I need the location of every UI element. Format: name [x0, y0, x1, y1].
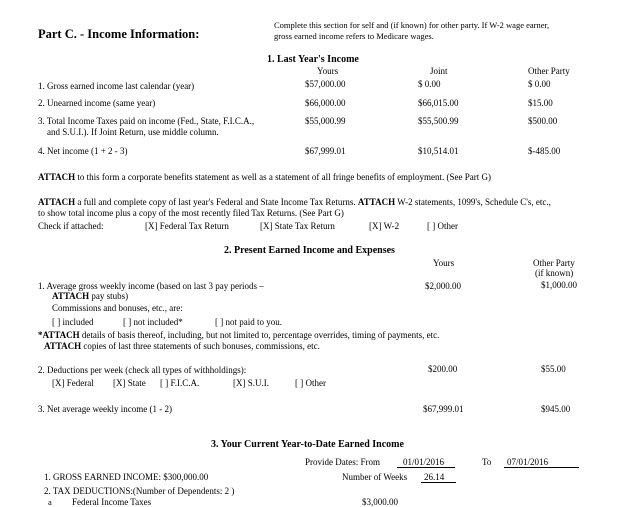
row-yours-value: $67,999.01 — [305, 146, 346, 156]
checkbox-other[interactable]: [ ] Other — [427, 221, 458, 231]
row-other-value: $ 0.00 — [528, 79, 551, 89]
provide-dates-label: Provide Dates: From — [305, 457, 380, 467]
col-header-other: Other Party — [533, 258, 575, 268]
row-yours-value: $67,999.01 — [423, 404, 464, 414]
from-date-field[interactable]: 01/01/2016 — [397, 457, 455, 468]
col-header-other-known: (if known) — [535, 268, 574, 278]
federal-income-taxes-label: Federal Income Taxes — [72, 497, 152, 507]
checkbox-fica[interactable]: [ ] F.I.C.A. — [160, 378, 200, 388]
row-other-value: $55.00 — [541, 364, 566, 374]
attach-returns-note-line2: to show total income plus a copy of the most recently filed Tax Returns. (See Part G) — [38, 208, 344, 218]
federal-income-taxes-value: $3,000.00 — [362, 497, 398, 507]
col-header-yours: Yours — [433, 258, 455, 268]
row-label: 1. Gross earned income last calendar (year) — [38, 81, 195, 91]
check-attached-label: Check if attached: — [38, 221, 104, 231]
row-label-cont: and S.U.I.). If Joint Return, use middle column. — [47, 127, 219, 137]
row-joint-value: $55,500.99 — [418, 116, 459, 126]
attach-copies-note: ATTACH copies of last three statements of such bonuses, commissions, etc. — [44, 341, 320, 351]
checkbox-state-tax-return[interactable]: [X] State Tax Return — [260, 221, 335, 231]
section-ytd-title: 3. Your Current Year-to-Date Earned Income — [211, 439, 404, 450]
weeks-field[interactable]: 26.14 — [421, 472, 456, 483]
checkbox-federal[interactable]: [X] Federal — [52, 378, 94, 388]
attach-returns-note: ATTACH a full and complete copy of last year's Federal and State Income Tax Returns. ATTACH W-2 statements, 1099's, Schedule C's, etc., — [38, 197, 551, 207]
checkbox-federal-tax-return[interactable]: [X] Federal Tax Return — [145, 221, 229, 231]
section-present-title: 2. Present Earned Income and Expenses — [224, 245, 395, 256]
col-header-joint: Joint — [430, 66, 448, 76]
weeks-label: Number of Weeks — [342, 472, 408, 482]
col-header-other: Other Party — [528, 66, 570, 76]
header-note-line2: gross earned income refers to Medicare wages. — [274, 31, 434, 41]
row-label: 2. Unearned income (same year) — [38, 98, 156, 108]
commissions-label: Commissions and bonuses, etc., are: — [52, 303, 183, 313]
checkbox-other-withholding[interactable]: [ ] Other — [295, 378, 326, 388]
header-note-line1: Complete this section for self and (if known) for other party. If W-2 wage earner, — [274, 20, 550, 30]
row-yours-value: $200.00 — [428, 364, 458, 374]
row-label: 3. Net average weekly income (1 - 2) — [38, 404, 172, 414]
row-joint-value: $10,514.01 — [418, 146, 459, 156]
row-label-cont: ATTACH pay stubs) — [52, 291, 129, 301]
checkbox-not-included[interactable]: [ ] not included* — [123, 317, 183, 327]
tax-deductions-label: 2. TAX DEDUCTIONS:(Number of Dependents: 2 ) — [44, 486, 235, 496]
row-label: 3. Total Income Taxes paid on income (Fed., State, F.I.C.A., — [38, 116, 255, 126]
row-yours-value: $57,000.00 — [305, 79, 346, 89]
checkbox-sui[interactable]: [X] S.U.I. — [233, 378, 269, 388]
checkbox-included[interactable]: [ ] included — [52, 317, 94, 327]
row-other-value: $-485.00 — [528, 146, 561, 156]
row-yours-value: $55,000.99 — [305, 116, 346, 126]
checkbox-state[interactable]: [X] State — [113, 378, 146, 388]
to-date-field[interactable]: 07/01/2016 — [504, 457, 579, 468]
to-label: To — [482, 457, 492, 467]
row-yours-value: $66,000.00 — [305, 98, 346, 108]
row-joint-value: $ 0.00 — [418, 79, 441, 89]
attach-benefits-note: ATTACH to this form a corporate benefits statement as well as a statement of all fringe benefits of employment. (See Part G) — [38, 172, 492, 182]
row-label: 2. Deductions per week (check all types of withholdings): — [38, 365, 247, 375]
section-last-year-title: 1. Last Year's Income — [267, 54, 359, 65]
row-other-value: $500.00 — [528, 116, 558, 126]
checkbox-not-paid[interactable]: [ ] not paid to you. — [215, 317, 282, 327]
row-other-value: $1,000.00 — [541, 280, 577, 290]
row-other-value: $945.00 — [541, 404, 571, 414]
col-header-yours: Yours — [317, 66, 339, 76]
row-joint-value: $66,015.00 — [418, 98, 459, 108]
bullet-a: a — [48, 497, 52, 507]
part-title: Part C. - Income Information: — [38, 27, 200, 41]
row-yours-value: $2,000.00 — [425, 281, 461, 291]
checkbox-w2[interactable]: [X] W-2 — [369, 221, 400, 231]
row-other-value: $15.00 — [528, 98, 553, 108]
row-label: 1. Average gross weekly income (based on last 3 pay periods – — [38, 281, 264, 291]
row-label: 4. Net income (1 + 2 - 3) — [38, 146, 128, 156]
gross-earned-income: 1. GROSS EARNED INCOME: $300,000.00 — [44, 472, 209, 482]
attach-details-note: *ATTACH details of basis thereof, including, but not limited to, percentage overrides, timing of payments, etc. — [38, 330, 440, 340]
